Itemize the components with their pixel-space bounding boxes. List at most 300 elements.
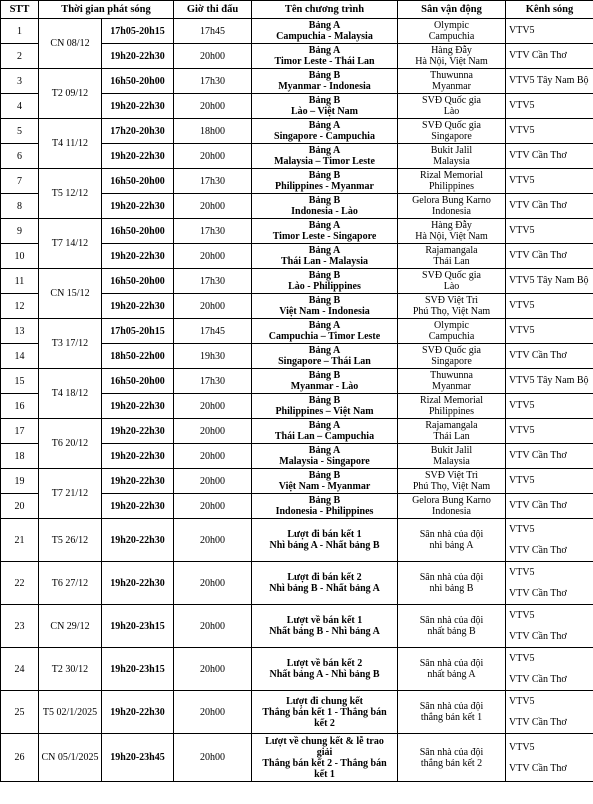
kickoff-value: 20h00 [200, 300, 225, 312]
program-line: Lượt về chung kết & lễ trao [265, 735, 384, 747]
airtime-cell [102, 244, 174, 269]
kickoff-cell [174, 648, 252, 691]
kickoff-value: 17h30 [200, 75, 225, 87]
stt-number: 26 [14, 752, 25, 763]
kickoff-cell [174, 94, 252, 119]
program-line: Thái Lan – Campuchia [274, 431, 375, 442]
channel-name: VTV5 [509, 653, 535, 664]
airtime-value: 16h50-20h00 [110, 175, 165, 187]
table-row [1, 269, 593, 294]
stt-cell [1, 119, 39, 144]
channel-cell [506, 44, 593, 69]
program-line: Myanmar - Lào [290, 381, 359, 392]
stt-cell [1, 219, 39, 244]
airtime-value: 18h50-22h00 [110, 350, 165, 362]
stadium-line: Olympic [434, 320, 469, 331]
program-line: Việt Nam - Myanmar [278, 481, 371, 492]
stadium-line: Thái Lan [433, 431, 470, 442]
channel-name: VTV5 [509, 325, 535, 336]
stt-number: 4 [17, 100, 22, 112]
kickoff-cell [174, 19, 252, 44]
airtime-value: 17h05-20h15 [110, 25, 165, 37]
channel-cell [506, 319, 593, 344]
program-cell [252, 19, 398, 44]
stadium-cell [398, 419, 506, 444]
airtime-value: 19h20-22h30 [110, 425, 165, 437]
stt-cell [1, 444, 39, 469]
table-row [1, 691, 593, 734]
stadium-cell [398, 269, 506, 294]
stt-number: 21 [14, 534, 25, 546]
day-label: T6 27/12 [51, 577, 89, 589]
airtime-cell [102, 94, 174, 119]
channel-cell [506, 691, 593, 734]
stt-number: 25 [14, 706, 25, 718]
program-cell [252, 469, 398, 494]
stadium-line: nhì bảng A [429, 540, 474, 551]
stadium-line: Sân nhà của đội [419, 701, 484, 712]
day-label: CN 15/12 [50, 288, 90, 299]
airtime-cell [102, 169, 174, 194]
day-cell [39, 69, 102, 119]
stadium-cell [398, 494, 506, 519]
program-line: Malaysia - Singapore [279, 456, 370, 467]
program-line: Bảng A [308, 420, 341, 431]
day-label: T4 18/12 [51, 388, 89, 399]
channel-name: VTV5 [509, 741, 535, 753]
stt-number: 11 [14, 275, 25, 287]
program-line: Philippines - Myanmar [275, 181, 374, 192]
kickoff-cell [174, 69, 252, 94]
stt-cell [1, 319, 39, 344]
kickoff-cell [174, 734, 252, 782]
program-line: Bảng A [308, 145, 341, 156]
stt-cell [1, 519, 39, 562]
stadium-cell [398, 44, 506, 69]
table-row [1, 369, 593, 394]
program-line: Lượt về bán kết 2 [286, 658, 363, 669]
stadium-cell [398, 169, 506, 194]
stt-cell [1, 269, 39, 294]
day-cell [39, 369, 102, 419]
program-line: Timor Leste - Thái Lan [274, 56, 375, 67]
channel-name: VTV Cần Thơ [509, 200, 567, 211]
channel-name: VTV5 [509, 425, 535, 436]
stadium-line: SVĐ Quốc gia [422, 345, 481, 356]
stadium-line: Thái Lan [433, 256, 470, 267]
day-cell [39, 734, 102, 782]
table-row [1, 605, 593, 648]
channel-cell [506, 69, 593, 94]
channel-name: VTV5 [509, 696, 535, 707]
kickoff-value: 17h45 [200, 25, 225, 37]
stadium-cell [398, 294, 506, 319]
kickoff-value: 20h00 [200, 706, 225, 718]
stt-cell [1, 562, 39, 605]
stadium-cell [398, 469, 506, 494]
channel-cell [506, 419, 593, 444]
stadium-cell [398, 394, 506, 419]
day-label: T2 30/12 [51, 663, 89, 675]
airtime-cell [102, 369, 174, 394]
airtime-cell [102, 519, 174, 562]
channel-name: VTV5 [509, 100, 535, 111]
stadium-line: nhất bảng B [427, 626, 476, 637]
stadium-cell [398, 648, 506, 691]
table-row [1, 19, 593, 44]
stadium-cell [398, 94, 506, 119]
channel-cell [506, 119, 593, 144]
program-line: kết 2 [314, 717, 335, 729]
kickoff-cell [174, 494, 252, 519]
channel-name: VTV Cần Thơ [509, 500, 567, 511]
program-cell [252, 119, 398, 144]
kickoff-cell [174, 605, 252, 648]
channel-name: VTV5 [509, 300, 535, 311]
stt-cell [1, 605, 39, 648]
stadium-line: Campuchia [428, 331, 475, 342]
stt-number: 6 [17, 150, 22, 162]
stadium-line: Singapore [431, 356, 472, 367]
stt-cell [1, 69, 39, 94]
airtime-cell [102, 269, 174, 294]
channel-name: VTV5 [509, 125, 535, 136]
kickoff-value: 20h00 [200, 200, 225, 212]
channel-cell [506, 294, 593, 319]
program-line: Bảng A [308, 45, 341, 56]
channel-name: VTV5 Tây Nam Bộ [509, 275, 589, 286]
airtime-value: 19h20-22h30 [110, 706, 165, 718]
day-cell [39, 519, 102, 562]
stadium-line: Gelora Bung Karno [412, 495, 491, 506]
program-cell [252, 605, 398, 648]
channel-name: VTV5 [509, 225, 535, 236]
program-cell [252, 244, 398, 269]
kickoff-value: 20h00 [200, 400, 225, 412]
stadium-line: Lào [443, 281, 460, 292]
kickoff-cell [174, 194, 252, 219]
kickoff-value: 20h00 [200, 50, 225, 62]
airtime-value: 19h20-22h30 [110, 475, 165, 487]
program-line: Bảng A [308, 320, 341, 331]
program-cell [252, 219, 398, 244]
program-line: Indonesia - Lào [291, 206, 358, 217]
program-line: Bảng B [308, 370, 341, 381]
kickoff-value: 20h00 [200, 663, 225, 675]
program-cell [252, 494, 398, 519]
day-label: CN 29/12 [50, 620, 90, 632]
airtime-value: 19h20-22h30 [110, 300, 165, 312]
table-row [1, 734, 593, 782]
channel-cell [506, 562, 593, 605]
airtime-value: 19h20-23h45 [110, 752, 165, 763]
program-line: Timor Leste - Singapore [272, 231, 377, 242]
day-label: CN 05/1/2025 [41, 752, 99, 763]
airtime-value: 19h20-22h30 [110, 50, 165, 62]
program-line: kết 1 [314, 768, 335, 780]
airtime-value: 17h20-20h30 [110, 125, 165, 137]
stadium-line: SVĐ Việt Trì [424, 470, 479, 481]
stadium-line: nhì bảng B [429, 583, 474, 594]
stt-number: 19 [14, 475, 25, 487]
stadium-line: Sân nhà của đội [419, 658, 484, 669]
program-line: Lượt về bán kết 1 [286, 615, 363, 626]
airtime-cell [102, 69, 174, 94]
kickoff-cell [174, 369, 252, 394]
kickoff-cell [174, 119, 252, 144]
stt-cell [1, 144, 39, 169]
stadium-cell [398, 605, 506, 648]
day-cell [39, 469, 102, 519]
airtime-cell [102, 605, 174, 648]
stt-number: 10 [14, 250, 25, 262]
kickoff-cell [174, 319, 252, 344]
stadium-line: Malaysia [433, 156, 470, 167]
channel-name: VTV Cần Thơ [509, 250, 567, 261]
program-line: Lào - Philippines [288, 281, 361, 292]
header-program: Tên chương trình [252, 1, 398, 19]
stadium-cell [398, 144, 506, 169]
stadium-cell [398, 444, 506, 469]
stadium-line: Thuwunna [430, 370, 473, 381]
airtime-cell [102, 691, 174, 734]
program-line: Singapore – Thái Lan [278, 356, 371, 367]
program-cell [252, 444, 398, 469]
program-cell [252, 269, 398, 294]
stt-cell [1, 469, 39, 494]
program-line: Bảng A [308, 345, 341, 356]
stt-cell [1, 244, 39, 269]
program-line: Nhất bảng A - Nhì bảng B [269, 669, 380, 680]
kickoff-value: 19h30 [200, 350, 225, 362]
stadium-line: thắng bán kết 1 [420, 712, 483, 723]
stadium-line: Hàng Đẫy [431, 220, 472, 231]
airtime-value: 17h05-20h15 [110, 325, 165, 337]
stt-cell [1, 734, 39, 782]
stadium-line: Indonesia [432, 506, 471, 517]
kickoff-value: 17h30 [200, 175, 225, 187]
stt-number: 3 [17, 75, 22, 87]
stadium-line: Sân nhà của đội [419, 529, 484, 540]
stadium-line: SVĐ Quốc gia [422, 120, 481, 131]
program-cell [252, 319, 398, 344]
stadium-cell [398, 691, 506, 734]
airtime-value: 19h20-22h30 [110, 200, 165, 212]
program-line: Lượt đi chung kết [286, 695, 363, 707]
program-line: Bảng B [308, 470, 341, 481]
stadium-line: Rizal Memorial [419, 395, 484, 406]
stadium-line: Sân nhà của đội [419, 572, 484, 583]
airtime-cell [102, 494, 174, 519]
channel-cell [506, 605, 593, 648]
kickoff-value: 20h00 [200, 250, 225, 262]
stt-cell [1, 169, 39, 194]
header-stt: STT [1, 1, 39, 19]
channel-name: VTV5 [509, 400, 535, 411]
program-cell [252, 734, 398, 782]
program-cell [252, 69, 398, 94]
stt-number: 20 [14, 500, 25, 512]
kickoff-value: 17h45 [200, 325, 225, 337]
day-label: T3 17/12 [51, 338, 89, 349]
program-cell [252, 648, 398, 691]
program-line: Bảng B [308, 270, 341, 281]
program-cell [252, 394, 398, 419]
stadium-line: Hàng Đẫy [431, 45, 472, 56]
stadium-line: Hà Nội, Việt Nam [415, 231, 488, 242]
channel-cell [506, 169, 593, 194]
program-line: Indonesia - Philippines [275, 506, 374, 517]
stadium-line: Campuchia [428, 31, 475, 42]
stadium-cell [398, 562, 506, 605]
program-line: Bảng A [308, 20, 341, 31]
kickoff-cell [174, 44, 252, 69]
day-label: T4 11/12 [51, 138, 88, 149]
channel-cell [506, 19, 593, 44]
day-cell [39, 119, 102, 169]
airtime-value: 16h50-20h00 [110, 75, 165, 87]
channel-name: VTV5 [509, 610, 535, 621]
channel-cell [506, 444, 593, 469]
airtime-cell [102, 194, 174, 219]
airtime-cell [102, 469, 174, 494]
day-cell [39, 269, 102, 319]
day-cell [39, 19, 102, 69]
stt-number: 22 [14, 577, 25, 589]
day-cell [39, 169, 102, 219]
stadium-line: Rizal Memorial [419, 170, 484, 181]
kickoff-value: 20h00 [200, 100, 225, 112]
program-line: Việt Nam - Indonesia [279, 306, 370, 317]
program-line: Lào – Việt Nam [291, 106, 358, 117]
stadium-line: Rajamangala [425, 245, 478, 256]
stadium-line: Malaysia [433, 456, 470, 467]
airtime-value: 19h20-23h15 [110, 620, 165, 632]
kickoff-cell [174, 562, 252, 605]
schedule-body [1, 19, 593, 782]
table-row [1, 519, 593, 562]
day-label: T7 21/12 [51, 488, 89, 499]
kickoff-value: 18h00 [200, 125, 225, 137]
program-cell [252, 419, 398, 444]
day-cell [39, 562, 102, 605]
program-line: Lượt đi bán kết 1 [287, 529, 362, 540]
stt-cell [1, 494, 39, 519]
program-line: Bảng A [308, 120, 341, 131]
stadium-line: Bukit Jalil [430, 445, 473, 456]
channel-cell [506, 344, 593, 369]
stt-cell [1, 648, 39, 691]
day-label: CN 08/12 [50, 38, 90, 49]
channel-name: VTV Cần Thơ [509, 50, 567, 61]
table-row [1, 219, 593, 244]
channel-cell [506, 144, 593, 169]
airtime-value: 19h20-22h30 [110, 534, 165, 546]
stt-number: 12 [14, 300, 25, 312]
table-row [1, 648, 593, 691]
table-row [1, 469, 593, 494]
program-line: Philippines – Việt Nam [275, 406, 374, 417]
airtime-cell [102, 394, 174, 419]
kickoff-value: 20h00 [200, 425, 225, 437]
program-line: Bảng B [308, 195, 341, 206]
stadium-line: Myanmar [432, 81, 471, 92]
program-cell [252, 169, 398, 194]
kickoff-cell [174, 169, 252, 194]
airtime-value: 19h20-22h30 [110, 150, 165, 162]
program-line: Lượt đi bán kết 2 [287, 572, 362, 583]
program-line: Thái Lan - Malaysia [281, 256, 368, 267]
channel-cell [506, 469, 593, 494]
kickoff-cell [174, 394, 252, 419]
stt-number: 23 [14, 620, 25, 632]
kickoff-cell [174, 469, 252, 494]
stadium-cell [398, 119, 506, 144]
airtime-cell [102, 44, 174, 69]
stadium-cell [398, 69, 506, 94]
day-label: T5 26/12 [51, 534, 89, 546]
airtime-value: 19h20-22h30 [110, 250, 165, 262]
stadium-cell [398, 319, 506, 344]
airtime-cell [102, 734, 174, 782]
day-label: T7 14/12 [51, 238, 89, 249]
kickoff-cell [174, 519, 252, 562]
stadium-line: Sân nhà của đội [419, 746, 484, 758]
table-row [1, 69, 593, 94]
header-airtime: Thời gian phát sóng [39, 1, 174, 19]
header-kickoff: Giờ thi đấu [174, 1, 252, 19]
stadium-line: Myanmar [432, 381, 471, 392]
stadium-line: Philippines [428, 181, 474, 192]
kickoff-value: 20h00 [200, 150, 225, 162]
stadium-cell [398, 369, 506, 394]
stadium-line: Lào [443, 106, 460, 117]
channel-name: VTV5 [509, 524, 535, 535]
program-cell [252, 194, 398, 219]
day-label: T2 09/12 [51, 88, 89, 99]
stt-number: 15 [14, 375, 25, 387]
stadium-line: Philippines [428, 406, 474, 417]
program-line: Bảng B [308, 495, 341, 506]
airtime-value: 19h20-23h15 [110, 663, 165, 675]
airtime-cell [102, 319, 174, 344]
channel-name: VTV5 [509, 567, 535, 578]
channel-name: VTV5 Tây Nam Bộ [509, 75, 589, 86]
airtime-value: 19h20-22h30 [110, 577, 165, 589]
stt-cell [1, 419, 39, 444]
program-line: Nhì bảng B - Nhất bảng A [269, 583, 380, 594]
program-line: Campuchia - Malaysia [276, 31, 373, 42]
stt-number: 17 [14, 425, 25, 437]
stadium-line: Phú Thọ, Việt Nam [412, 481, 491, 492]
day-label: T5 02/1/2025 [42, 706, 98, 718]
channel-name: VTV5 Tây Nam Bộ [509, 375, 589, 386]
kickoff-value: 20h00 [200, 620, 225, 632]
program-cell [252, 294, 398, 319]
airtime-value: 19h20-22h30 [110, 100, 165, 112]
channel-name: VTV5 [509, 175, 535, 186]
channel-cell [506, 269, 593, 294]
program-line: giải [316, 746, 333, 758]
kickoff-value: 20h00 [200, 752, 225, 763]
stt-number: 24 [14, 663, 25, 675]
stadium-line: Hà Nội, Việt Nam [415, 56, 488, 67]
airtime-cell [102, 419, 174, 444]
day-label: T6 20/12 [51, 438, 89, 449]
stt-cell [1, 19, 39, 44]
airtime-cell [102, 562, 174, 605]
program-line: Bảng B [308, 170, 341, 181]
